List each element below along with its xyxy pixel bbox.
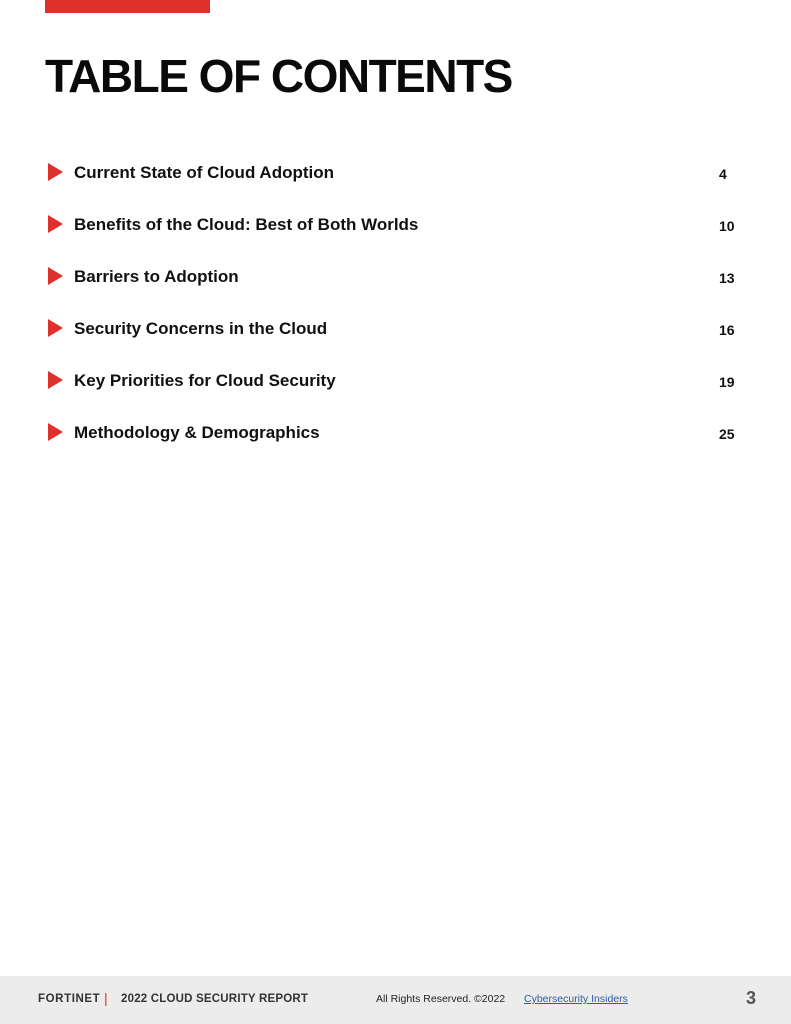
play-arrow-icon	[48, 423, 63, 441]
toc-item[interactable]	[46, 212, 746, 264]
toc-item[interactable]	[46, 264, 746, 316]
toc-item[interactable]	[46, 420, 746, 472]
toc-item-page: 25	[719, 426, 735, 442]
accent-bar	[45, 0, 210, 13]
play-arrow-icon	[48, 371, 63, 389]
toc-item-page: 13	[719, 270, 735, 286]
toc-item[interactable]	[46, 160, 746, 212]
footer-brand: FORTINET	[38, 993, 101, 1005]
toc-item[interactable]	[46, 316, 746, 368]
toc-item-label: Key Priorities for Cloud Security	[74, 371, 336, 390]
footer-separator: |	[104, 990, 108, 1006]
footer-rights: All Rights Reserved. ©2022	[376, 993, 506, 1005]
toc-item-label: Barriers to Adoption	[74, 267, 239, 286]
toc-list	[46, 160, 746, 472]
play-arrow-icon	[48, 163, 63, 181]
toc-item-label: Security Concerns in the Cloud	[74, 319, 328, 338]
toc-item-label: Current State of Cloud Adoption	[74, 163, 335, 182]
toc-item-page: 19	[719, 374, 735, 390]
play-arrow-icon	[48, 215, 63, 233]
page-footer	[0, 976, 791, 1024]
toc-item-page: 16	[719, 322, 735, 338]
footer-report-title: 2022 CLOUD SECURITY REPORT	[121, 993, 309, 1005]
footer-publisher-link[interactable]: Cybersecurity Insiders	[524, 993, 628, 1005]
play-arrow-icon	[48, 319, 63, 337]
toc-item[interactable]	[46, 368, 746, 420]
page-number: 3	[746, 988, 757, 1008]
toc-item-page: 10	[719, 218, 735, 234]
play-arrow-icon	[48, 267, 63, 285]
toc-item-label: Benefits of the Cloud: Best of Both Worlds	[74, 215, 419, 234]
toc-item-label: Methodology & Demographics	[74, 423, 320, 442]
toc-item-page: 4	[719, 166, 727, 182]
page-title: TABLE OF CONTENTS	[45, 50, 512, 102]
